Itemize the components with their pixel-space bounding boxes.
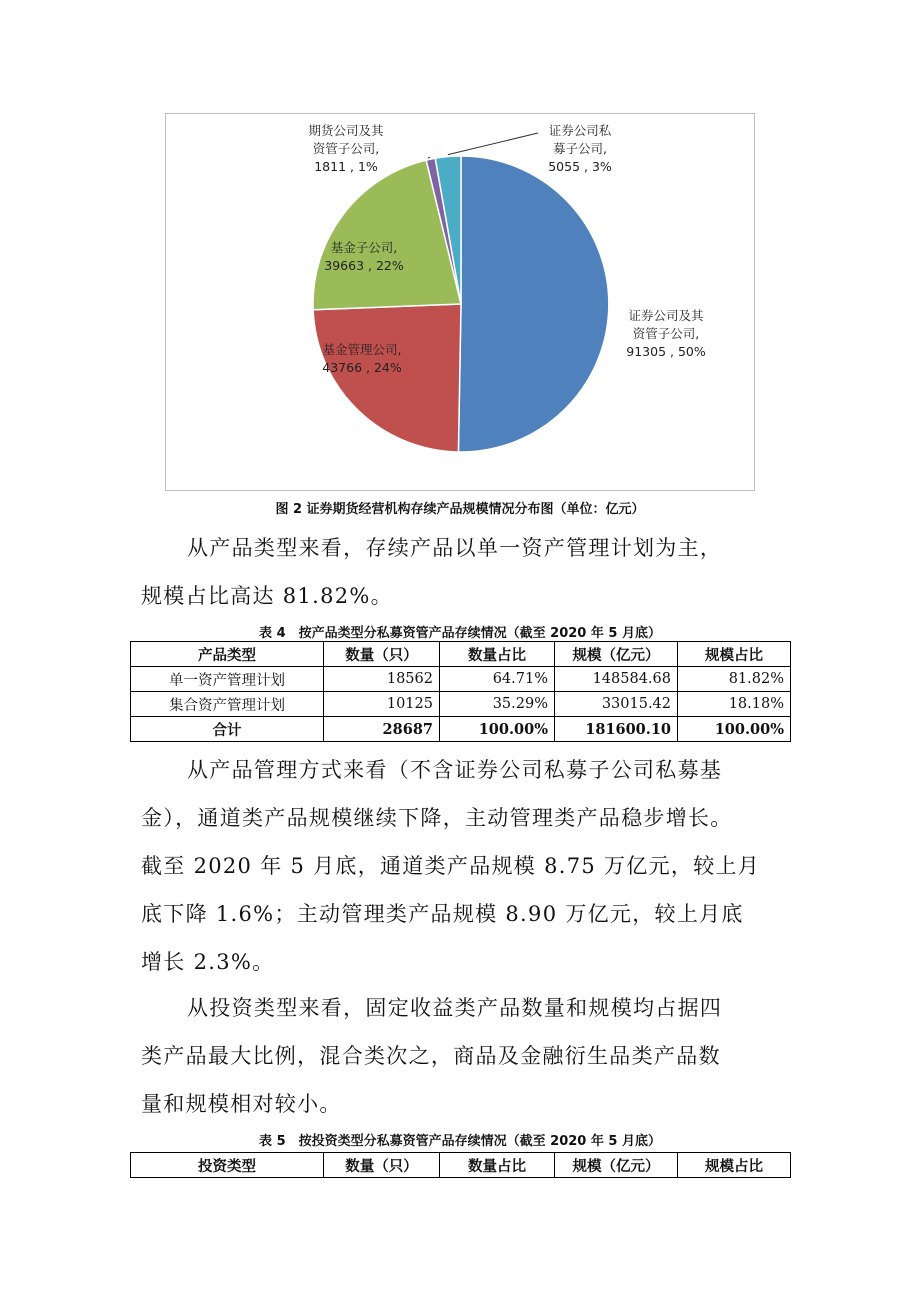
pie-chart xyxy=(165,113,755,491)
table-cell: 35.29% xyxy=(440,692,555,717)
header-cell: 投资类型 xyxy=(131,1153,324,1178)
table-cell: 100.00% xyxy=(678,717,791,742)
slice-label-line: 1811 , 1% xyxy=(314,159,378,174)
slice-label-line: 证券公司及其 xyxy=(628,308,704,323)
header-cell: 数量占比 xyxy=(440,642,555,667)
paragraph-product-type xyxy=(141,524,781,620)
table5 xyxy=(130,1152,791,1178)
para-line: 从投资类型来看，固定收益类产品数量和规模均占据四 xyxy=(187,996,723,1020)
table-cell: 10125 xyxy=(324,692,440,717)
table-cell: 单一资产管理计划 xyxy=(131,667,324,692)
table-cell: 81.82% xyxy=(678,667,791,692)
table-total-row xyxy=(131,717,791,742)
slice-label-line: 资管子公司, xyxy=(632,326,700,341)
table-row xyxy=(131,692,791,717)
para-line: 底下降 1.6%；主动管理类产品规模 8.90 万亿元，较上月底 xyxy=(141,902,744,926)
table-header-row xyxy=(131,1153,791,1178)
paragraph-management-style xyxy=(141,746,781,986)
slice-label-line: 基金管理公司, xyxy=(322,342,402,357)
header-cell: 数量占比 xyxy=(440,1153,555,1178)
slice-label-line: 43766 , 24% xyxy=(322,360,402,375)
header-cell: 规模（亿元） xyxy=(555,642,678,667)
table-cell: 100.00% xyxy=(440,717,555,742)
pie-slice xyxy=(313,304,461,452)
table-cell: 18562 xyxy=(324,667,440,692)
slice-label-line: 资管子公司, xyxy=(312,141,380,156)
para-line: 量和规模相对较小。 xyxy=(141,1092,342,1116)
table-cell: 148584.68 xyxy=(555,667,678,692)
figure-caption: 图 2 证券期货经营机构存续产品规模情况分布图（单位：亿元） xyxy=(275,502,645,517)
slice-label-line: 募子公司, xyxy=(553,141,607,156)
table-cell: 18.18% xyxy=(678,692,791,717)
table-cell: 33015.42 xyxy=(555,692,678,717)
table4-caption: 表 4 按产品类型分私募资管产品存续情况（截至 2020 年 5 月底） xyxy=(259,626,661,641)
header-cell: 数量（只） xyxy=(324,642,440,667)
para-line: 金），通道类产品规模继续下降，主动管理类产品稳步增长。 xyxy=(141,806,733,830)
para-line: 增长 2.3%。 xyxy=(141,950,275,974)
table-cell: 181600.10 xyxy=(555,717,678,742)
slice-label-line: 证券公司私 xyxy=(548,123,612,138)
table-cell: 集合资产管理计划 xyxy=(131,692,324,717)
slice-label-line: 5055 , 3% xyxy=(548,159,612,174)
table-cell: 64.71% xyxy=(440,667,555,692)
para-line: 类产品最大比例，混合类次之，商品及金融衍生品类产品数 xyxy=(141,1044,721,1068)
slice-label-line: 基金子公司, xyxy=(330,240,398,255)
slice-label xyxy=(548,123,612,174)
header-cell: 数量（只） xyxy=(324,1153,440,1178)
table4 xyxy=(130,641,791,742)
leader-line xyxy=(428,157,430,158)
table-row xyxy=(131,667,791,692)
slice-label-line: 39663 , 22% xyxy=(324,258,404,273)
para-line: 截至 2020 年 5 月底，通道类产品规模 8.75 万亿元，较上月 xyxy=(141,854,761,878)
pie-slice xyxy=(458,156,608,452)
leader-line xyxy=(448,133,538,155)
table5-caption: 表 5 按投资类型分私募资管产品存续情况（截至 2020 年 5 月底） xyxy=(259,1134,661,1149)
slice-label xyxy=(626,308,706,359)
para-line: 从产品类型来看，存续产品以单一资产管理计划为主， xyxy=(187,536,723,560)
para-line: 从产品管理方式来看（不含证券公司私募子公司私募基 xyxy=(187,758,723,782)
header-cell: 规模（亿元） xyxy=(555,1153,678,1178)
table-header-row xyxy=(131,642,791,667)
table-cell: 合计 xyxy=(131,717,324,742)
header-cell: 产品类型 xyxy=(131,642,324,667)
table-cell: 28687 xyxy=(324,717,440,742)
slice-label-line: 91305 , 50% xyxy=(626,344,706,359)
paragraph-investment-type xyxy=(141,984,781,1128)
pie-chart-svg xyxy=(166,114,756,492)
slice-label-line: 期货公司及其 xyxy=(308,123,384,138)
slice-label xyxy=(308,123,384,174)
header-cell: 规模占比 xyxy=(678,1153,791,1178)
header-cell: 规模占比 xyxy=(678,642,791,667)
para-line: 规模占比高达 81.82%。 xyxy=(141,584,393,608)
